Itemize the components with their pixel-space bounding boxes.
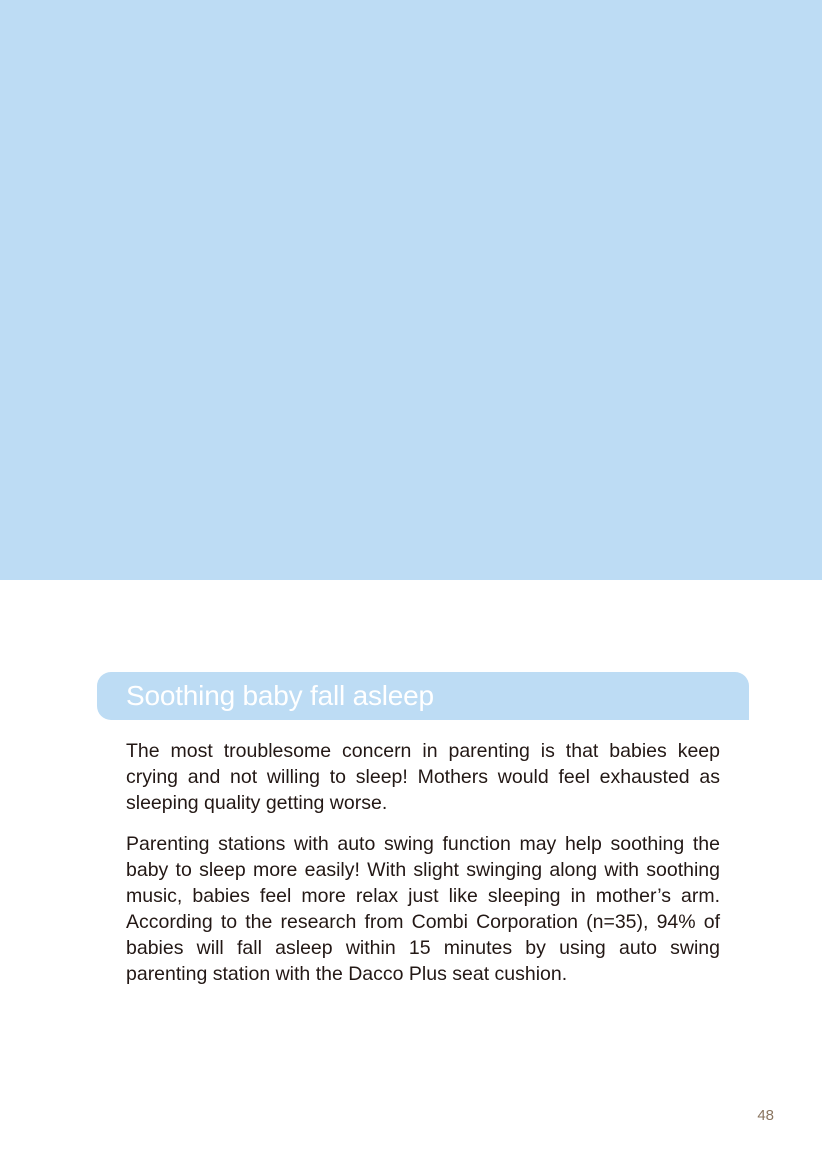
section-title: Soothing baby fall asleep	[126, 680, 434, 711]
section-title-banner	[97, 672, 749, 720]
paragraph-1: The most troublesome concern in parenting is that babies keep crying and not willing to sleep! Mothers would feel exhausted as sleeping quality getting worse.	[126, 740, 720, 814]
page-number: 48	[757, 1107, 774, 1124]
body-text	[126, 738, 720, 1002]
paragraph-2: Parenting stations with auto swing function may help soothing the baby to sleep more easily! With slight swinging along with soothing music, babies feel more relax just like sleeping in mother’s arm. According to the research from Combi Corporation (n=35), 94% of babies will fall asleep within 15 minutes by using auto swing parenting station with the Dacco Plus seat cushion.	[126, 833, 720, 985]
